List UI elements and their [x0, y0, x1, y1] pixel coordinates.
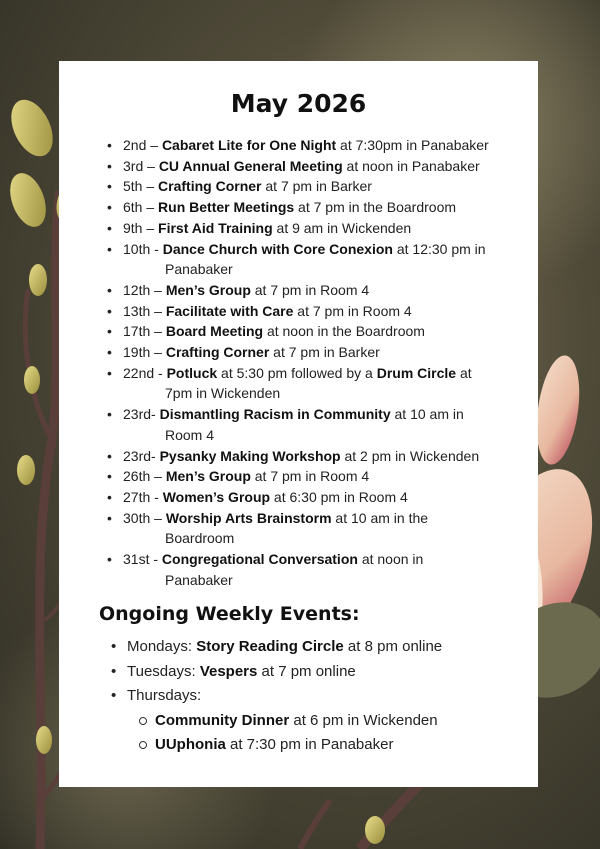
page-title: May 2026 — [230, 89, 367, 118]
event-item: • 3rd – CU Annual General Meeting at noon in Panabaker — [123, 156, 515, 177]
event-item: • 17th – Board Meeting at noon in the Boardroom — [123, 321, 515, 342]
event-list — [123, 135, 515, 590]
weekly-item-mondays: • Mondays: Story Reading Circle at 8 pm online — [127, 635, 517, 660]
weekly-item-tuesdays: • Tuesdays: Vespers at 7 pm online — [127, 660, 517, 685]
event-item: • 22nd - Potluck at 5:30 pm followed by a Drum Circle at 7pm in Wickenden — [123, 363, 515, 404]
event-item: • 31st - Congregational Conversation at noon in Panabaker — [123, 549, 515, 590]
thursday-sublist — [127, 709, 517, 758]
weekly-list — [127, 635, 517, 758]
list-item: Community Dinner at 6 pm in Wickenden — [155, 709, 517, 734]
event-item: • 23rd- Dismantling Racism in Community at 10 am in Room 4 — [123, 404, 515, 445]
event-item: • 26th – Men’s Group at 7 pm in Room 4 — [123, 466, 515, 487]
event-item: • 12th – Men’s Group at 7 pm in Room 4 — [123, 280, 515, 301]
event-card — [59, 61, 538, 787]
event-item: • 6th – Run Better Meetings at 7 pm in the Boardroom — [123, 197, 515, 218]
event-item: • 30th – Worship Arts Brainstorm at 10 am in the Boardroom — [123, 508, 515, 549]
list-item: UUphonia at 7:30 pm in Panabaker — [155, 733, 517, 758]
event-item: • 5th – Crafting Corner at 7 pm in Barker — [123, 176, 515, 197]
event-item: • 2nd – Cabaret Lite for One Night at 7:30pm in Panabaker — [123, 135, 515, 156]
event-item: • 23rd- Pysanky Making Workshop at 2 pm in Wickenden — [123, 446, 515, 467]
event-item: • 9th – First Aid Training at 9 am in Wickenden — [123, 218, 515, 239]
event-item: • 27th - Women’s Group at 6:30 pm in Room 4 — [123, 487, 515, 508]
event-item: • 13th – Facilitate with Care at 7 pm in Room 4 — [123, 301, 515, 322]
event-item: • 10th - Dance Church with Core Conexion at 12:30 pm in Panabaker — [123, 239, 515, 280]
event-item: • 19th – Crafting Corner at 7 pm in Barker — [123, 342, 515, 363]
weekly-item-thursdays: • Thursdays: Community Dinner at 6 pm in Wickenden UUphonia at 7:30 pm in Panabaker — [127, 684, 517, 758]
ongoing-heading: Ongoing Weekly Events: — [99, 603, 360, 625]
